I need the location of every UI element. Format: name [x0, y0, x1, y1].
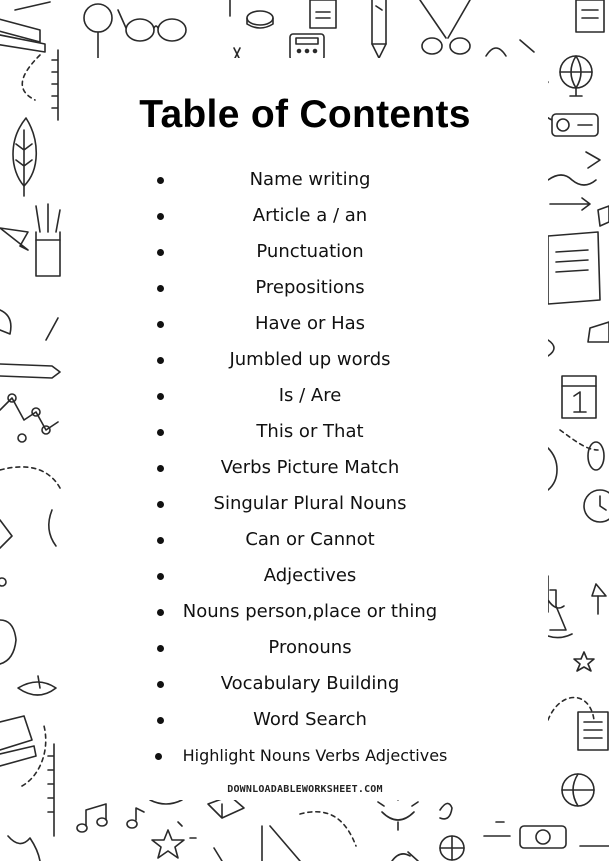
toc-item — [62, 558, 548, 594]
toc-item-label: Have or Has — [254, 313, 366, 334]
bullet-icon — [157, 357, 164, 364]
toc-item — [62, 162, 548, 198]
toc-item-label: Highlight Nouns Verbs Adjectives — [182, 746, 448, 765]
bullet-icon — [157, 249, 164, 256]
toc-item — [62, 306, 548, 342]
calculator-icon — [290, 34, 324, 60]
toc-item-label: Nouns person,place or thing — [182, 601, 438, 622]
website-footer: DOWNLOADABLEWORKSHEET.COM — [227, 784, 383, 795]
bullet-icon — [157, 537, 164, 544]
toc-item-label: Name writing — [249, 169, 371, 190]
leaf-icon — [13, 118, 36, 196]
ruler-icon — [262, 826, 300, 861]
toc-item — [62, 234, 548, 270]
toc-item-label: Is / Are — [278, 385, 342, 406]
table-of-contents-list — [62, 162, 548, 774]
bullet-icon — [157, 717, 164, 724]
toc-item — [62, 414, 548, 450]
toc-item — [62, 486, 548, 522]
toc-item — [62, 378, 548, 414]
bullet-icon — [157, 465, 164, 472]
toc-item — [62, 630, 548, 666]
toc-item-label: Article a / an — [252, 205, 368, 226]
bullet-icon — [157, 609, 164, 616]
page-title: Table of Contents — [139, 93, 471, 136]
bullet-icon — [157, 177, 164, 184]
toc-item — [62, 702, 548, 738]
calendar-icon — [562, 376, 596, 418]
toc-item-label: Singular Plural Nouns — [213, 493, 407, 514]
bullet-icon — [157, 645, 164, 652]
toc-item-label: Vocabulary Building — [220, 673, 400, 694]
bullet-icon — [157, 573, 164, 580]
bullet-icon — [157, 393, 164, 400]
bullet-icon — [157, 501, 164, 508]
bullet-icon — [157, 285, 164, 292]
basketball-icon — [440, 836, 464, 860]
toc-item-label: Verbs Picture Match — [220, 457, 400, 478]
toc-item-label: Jumbled up words — [229, 349, 391, 370]
bullet-icon — [157, 429, 164, 436]
globe-icon — [560, 56, 592, 96]
music-notes-icon — [77, 804, 144, 832]
glasses-icon — [118, 10, 186, 41]
toc-item — [62, 522, 548, 558]
magnifier-icon — [84, 4, 112, 62]
book-stack-icon — [0, 2, 50, 52]
bullet-icon — [157, 681, 164, 688]
toc-item-label: Can or Cannot — [245, 529, 375, 550]
toc-item — [62, 594, 548, 630]
bullet-icon — [155, 753, 162, 760]
pencil-cup-icon — [36, 204, 60, 276]
toc-item — [62, 738, 548, 774]
pencil-icon — [372, 0, 386, 58]
toc-item-label: Adjectives — [263, 565, 357, 586]
bullet-icon — [157, 213, 164, 220]
toc-item — [62, 666, 548, 702]
toc-item — [62, 270, 548, 306]
toc-item-label: Pronouns — [268, 637, 352, 658]
toc-item-label: This or That — [256, 421, 364, 442]
toc-item — [62, 450, 548, 486]
toc-item-label: Word Search — [253, 709, 367, 730]
toc-item-label: Punctuation — [256, 241, 364, 262]
alarm-clock-icon — [584, 490, 609, 522]
bullet-icon — [157, 321, 164, 328]
flask-icon — [550, 590, 566, 630]
toc-item — [62, 198, 548, 234]
star-icon — [574, 652, 594, 671]
toc-item — [62, 342, 548, 378]
plant-icon — [0, 620, 16, 664]
toc-item-label: Prepositions — [255, 277, 365, 298]
scissors-icon — [420, 0, 470, 54]
